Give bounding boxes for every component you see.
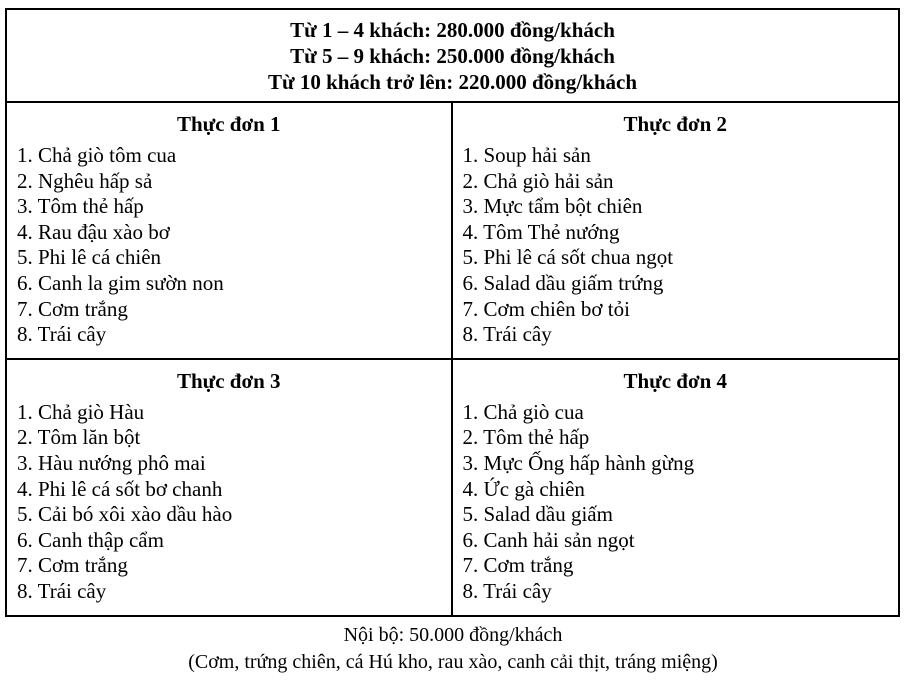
menu-2-cell: [453, 103, 899, 360]
menu-item: 1. Chả giò Hàu: [17, 399, 145, 424]
menu-2-list: [463, 143, 889, 348]
menu-item: 4. Phi lê cá sốt bơ chanh: [17, 476, 223, 501]
menu-1-list: [17, 143, 441, 348]
menu-item: 3. Mực Ống hấp hành gừng: [462, 450, 695, 475]
menu-item: 6. Canh thập cẩm: [17, 527, 164, 552]
footer-note: [0, 622, 906, 676]
menu-4-title: Thực đơn 4: [623, 368, 728, 393]
menu-1-title: Thực đơn 1: [176, 112, 281, 136]
menu-item: 4. Ức gà chiên: [462, 476, 585, 501]
menu-item: 3. Tôm thẻ hấp: [17, 194, 144, 219]
menu-item: 8. Trái cây: [17, 578, 107, 603]
menu-2-title: Thực đơn 2: [623, 112, 728, 136]
menu-item: 3. Mực tẩm bột chiên: [462, 194, 643, 219]
pricing-line-2: Từ 5 – 9 khách: 250.000 đồng/khách: [290, 44, 615, 68]
menu-item: 7. Cơm trắng: [462, 553, 574, 578]
footer-line-1: Nội bộ: 50.000 đồng/khách: [343, 624, 563, 646]
menu-item: 5. Cải bó xôi xào dầu hào: [17, 502, 233, 527]
menu-4-list: [463, 400, 889, 605]
menu-3-title: Thực đơn 3: [176, 368, 281, 393]
menu-item: 5. Salad dầu giấm: [462, 502, 613, 527]
menu-4-cell: [453, 360, 899, 615]
menu-item: 7. Cơm trắng: [17, 296, 128, 321]
menu-item: 6. Salad dầu giấm trứng: [462, 270, 664, 295]
footer-line-2: (Cơm, trứng chiên, cá Hú kho, rau xào, canh cải thịt, tráng miệng): [188, 651, 718, 673]
pricing-header: [7, 10, 898, 103]
menu-3-list: [17, 400, 441, 605]
menu-item: 6. Canh la gim sườn non: [17, 270, 224, 295]
menu-item: 4. Rau đậu xào bơ: [17, 219, 170, 244]
menu-item: 1. Chả giò tôm cua: [17, 143, 177, 167]
menu-item: 1. Chả giò cua: [462, 399, 584, 424]
menu-3-cell: [7, 360, 453, 615]
menu-item: 1. Soup hải sản: [462, 143, 591, 167]
menus-grid: [7, 103, 898, 615]
pricing-line-3: Từ 10 khách trở lên: 220.000 đồng/khách: [267, 70, 638, 94]
menu-item: 3. Hàu nướng phô mai: [17, 450, 206, 475]
menu-item: 5. Phi lê cá sốt chua ngọt: [462, 245, 674, 270]
pricing-line-1: Từ 1 – 4 khách: 280.000 đồng/khách: [290, 18, 615, 42]
menu-1-cell: [7, 103, 453, 360]
menu-item: 8. Trái cây: [462, 322, 552, 347]
menu-item: 7. Cơm trắng: [17, 553, 128, 578]
menu-item: 8. Trái cây: [17, 322, 107, 347]
menu-item: 4. Tôm Thẻ nướng: [462, 219, 620, 244]
pricing-and-menu-table: [5, 8, 900, 617]
menu-item: 2. Chả giò hải sản: [462, 168, 614, 193]
menu-item: 6. Canh hải sản ngọt: [462, 527, 635, 552]
menu-item: 2. Nghêu hấp sả: [17, 168, 153, 193]
menu-item: 7. Cơm chiên bơ tỏi: [462, 296, 630, 321]
menu-item: 2. Tôm thẻ hấp: [462, 425, 590, 450]
menu-item: 5. Phi lê cá chiên: [17, 245, 162, 270]
menu-item: 2. Tôm lăn bột: [17, 425, 141, 450]
menu-item: 8. Trái cây: [462, 578, 552, 603]
